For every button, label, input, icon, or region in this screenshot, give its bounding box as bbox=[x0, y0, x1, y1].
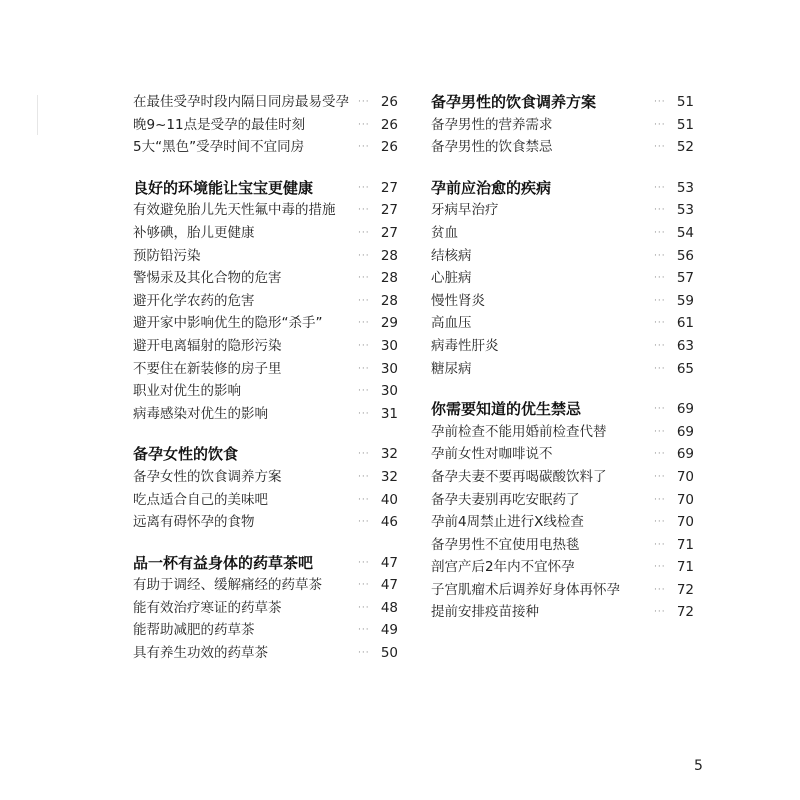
leader-dots: ··· bbox=[654, 426, 666, 437]
entry-title: 备孕夫妻不要再喝碳酸饮料了 bbox=[431, 468, 607, 485]
leader-dots: ··· bbox=[654, 517, 666, 528]
entry-title: 警惕汞及其化合物的危害 bbox=[133, 270, 282, 287]
page-ref: 47 bbox=[380, 577, 398, 594]
page-ref: 51 bbox=[676, 94, 694, 110]
leader-dots: ··· bbox=[358, 602, 370, 613]
leader-dots: ··· bbox=[654, 562, 666, 573]
entry-title: 有效避免胎儿先天性氟中毒的措施 bbox=[133, 202, 336, 219]
page-ref: 27 bbox=[380, 224, 398, 241]
leader-dots: ··· bbox=[358, 517, 370, 528]
entry-title: 能帮助减肥的药草茶 bbox=[133, 622, 255, 639]
page-ref: 70 bbox=[676, 514, 694, 531]
page-ref: 30 bbox=[380, 337, 398, 354]
leader-dots: ··· bbox=[358, 250, 370, 261]
toc-entry[interactable] bbox=[431, 358, 694, 381]
toc-entry[interactable] bbox=[431, 443, 694, 466]
toc-entry[interactable] bbox=[133, 574, 398, 597]
page-ref: 51 bbox=[676, 116, 694, 133]
section-title: 备孕女性的饮食 bbox=[133, 445, 239, 464]
leader-dots: ··· bbox=[654, 273, 666, 284]
leader-dots: ··· bbox=[358, 142, 370, 153]
leader-dots: ··· bbox=[358, 449, 370, 460]
entry-title: 能有效治疗寒证的药草茶 bbox=[133, 599, 282, 616]
page-ref: 53 bbox=[676, 202, 694, 219]
entry-title: 职业对优生的影响 bbox=[133, 383, 241, 400]
entry-title: 在最佳受孕时段内隔日同房最易受孕 bbox=[133, 94, 349, 110]
entry-title: 牙病早治疗 bbox=[431, 202, 499, 219]
leader-dots: ··· bbox=[654, 607, 666, 618]
toc-section bbox=[133, 91, 398, 159]
leader-dots: ··· bbox=[654, 404, 666, 415]
toc-entry[interactable] bbox=[133, 136, 398, 159]
entry-title: 避开电离辐射的隐形污染 bbox=[133, 337, 282, 354]
toc-entry[interactable] bbox=[431, 601, 694, 624]
page-ref: 32 bbox=[380, 468, 398, 485]
entry-title: 孕前女性对咖啡说不 bbox=[431, 446, 553, 463]
leader-dots: ··· bbox=[654, 182, 666, 193]
leader-dots: ··· bbox=[358, 408, 370, 419]
page-ref: 69 bbox=[676, 423, 694, 440]
page-ref: 32 bbox=[380, 446, 398, 463]
page-ref: 71 bbox=[676, 559, 694, 576]
entry-title: 病毒性肝炎 bbox=[431, 337, 499, 354]
page-ref: 26 bbox=[380, 94, 398, 110]
toc-entry[interactable] bbox=[431, 267, 694, 290]
toc-section-heading[interactable] bbox=[133, 552, 398, 575]
section-title: 备孕男性的饮食调养方案 bbox=[431, 93, 597, 111]
toc-section bbox=[431, 398, 694, 624]
page-ref: 69 bbox=[676, 446, 694, 463]
entry-title: 贫血 bbox=[431, 224, 458, 241]
toc-entry[interactable] bbox=[431, 199, 694, 222]
page-ref: 54 bbox=[676, 224, 694, 241]
entry-title: 糖尿病 bbox=[431, 360, 472, 377]
leader-dots: ··· bbox=[358, 494, 370, 505]
toc-column-left bbox=[133, 91, 398, 665]
toc-entry[interactable] bbox=[431, 421, 694, 444]
entry-title: 备孕夫妻别再吃安眠药了 bbox=[431, 491, 580, 508]
leader-dots: ··· bbox=[358, 363, 370, 374]
entry-title: 备孕男性的饮食禁忌 bbox=[431, 139, 553, 156]
entry-title: 补够碘，胎儿更健康 bbox=[133, 224, 255, 241]
leader-dots: ··· bbox=[654, 363, 666, 374]
leader-dots: ··· bbox=[358, 648, 370, 659]
toc-entry[interactable] bbox=[431, 136, 694, 159]
toc-entry[interactable] bbox=[133, 290, 398, 313]
toc-section-heading[interactable] bbox=[133, 177, 398, 200]
toc-entry[interactable] bbox=[133, 114, 398, 137]
page-ref: 50 bbox=[380, 645, 398, 662]
page-ref: 28 bbox=[380, 270, 398, 287]
page-ref: 26 bbox=[380, 139, 398, 156]
toc-entry[interactable] bbox=[431, 222, 694, 245]
leader-dots: ··· bbox=[358, 580, 370, 591]
leader-dots: ··· bbox=[358, 182, 370, 193]
leader-dots: ··· bbox=[358, 625, 370, 636]
entry-title: 子宫肌瘤术后调养好身体再怀孕 bbox=[431, 581, 620, 598]
leader-dots: ··· bbox=[358, 205, 370, 216]
margin-mark bbox=[37, 95, 38, 135]
toc-entry[interactable] bbox=[431, 579, 694, 602]
page-ref: 63 bbox=[676, 337, 694, 354]
toc-entry[interactable] bbox=[431, 312, 694, 335]
toc-entry[interactable] bbox=[133, 335, 398, 358]
toc-entry[interactable] bbox=[431, 489, 694, 512]
toc-entry[interactable] bbox=[431, 466, 694, 489]
page-ref: 53 bbox=[676, 179, 694, 196]
leader-dots: ··· bbox=[654, 449, 666, 460]
page-ref: 57 bbox=[676, 270, 694, 287]
page-ref: 71 bbox=[676, 536, 694, 553]
toc-entry[interactable] bbox=[133, 642, 398, 665]
entry-title: 剖宫产后2年内不宜怀孕 bbox=[431, 559, 575, 576]
page-ref: 69 bbox=[676, 401, 694, 418]
leader-dots: ··· bbox=[654, 494, 666, 505]
page-ref: 27 bbox=[380, 202, 398, 219]
entry-title: 预防铅污染 bbox=[133, 247, 201, 264]
toc-entry[interactable] bbox=[133, 199, 398, 222]
page-ref: 59 bbox=[676, 292, 694, 309]
page-ref: 61 bbox=[676, 315, 694, 332]
toc-entry[interactable] bbox=[133, 222, 398, 245]
leader-dots: ··· bbox=[358, 471, 370, 482]
page-number: 5 bbox=[694, 758, 703, 774]
leader-dots: ··· bbox=[358, 119, 370, 130]
toc-entry[interactable] bbox=[133, 403, 398, 426]
entry-title: 病毒感染对优生的影响 bbox=[133, 405, 268, 422]
toc-entry[interactable] bbox=[431, 511, 694, 534]
entry-title: 慢性肾炎 bbox=[431, 292, 485, 309]
toc-section bbox=[431, 177, 694, 380]
toc-entry[interactable] bbox=[133, 245, 398, 268]
toc-entry[interactable] bbox=[431, 114, 694, 137]
entry-title: 避开化学农药的危害 bbox=[133, 292, 255, 309]
leader-dots: ··· bbox=[654, 539, 666, 550]
toc-entry[interactable] bbox=[431, 534, 694, 557]
entry-title: 备孕女性的饮食调养方案 bbox=[133, 468, 282, 485]
page-ref: 70 bbox=[676, 491, 694, 508]
leader-dots: ··· bbox=[654, 142, 666, 153]
toc-entry[interactable] bbox=[133, 619, 398, 642]
entry-title: 不要住在新装修的房子里 bbox=[133, 360, 282, 377]
page-ref: 65 bbox=[676, 360, 694, 377]
toc-section-heading[interactable] bbox=[431, 177, 694, 200]
leader-dots: ··· bbox=[358, 97, 370, 107]
section-title: 孕前应治愈的疾病 bbox=[431, 178, 552, 197]
leader-dots: ··· bbox=[358, 386, 370, 397]
page-ref: 52 bbox=[676, 139, 694, 156]
entry-title: 远离有碍怀孕的食物 bbox=[133, 514, 255, 531]
page-ref: 46 bbox=[380, 514, 398, 531]
page-ref: 30 bbox=[380, 383, 398, 400]
toc-entry[interactable] bbox=[133, 380, 398, 403]
page-ref: 26 bbox=[380, 116, 398, 133]
section-title: 品一杯有益身体的药草茶吧 bbox=[133, 553, 314, 572]
page-ref: 72 bbox=[676, 604, 694, 621]
page-ref: 28 bbox=[380, 247, 398, 264]
leader-dots: ··· bbox=[654, 471, 666, 482]
leader-dots: ··· bbox=[654, 340, 666, 351]
leader-dots: ··· bbox=[654, 250, 666, 261]
entry-title: 结核病 bbox=[431, 247, 472, 264]
toc-entry[interactable] bbox=[133, 312, 398, 335]
toc-entry[interactable] bbox=[133, 511, 398, 534]
entry-title: 孕前4周禁止进行X线检查 bbox=[431, 514, 584, 531]
entry-title: 吃点适合自己的美味吧 bbox=[133, 491, 268, 508]
entry-title: 高血压 bbox=[431, 315, 472, 332]
page-ref: 29 bbox=[380, 315, 398, 332]
page-ref: 70 bbox=[676, 468, 694, 485]
section-title: 你需要知道的优生禁忌 bbox=[431, 400, 582, 419]
entry-title: 备孕男性不宜使用电热毯 bbox=[431, 536, 580, 553]
toc-column-right bbox=[431, 91, 694, 624]
leader-dots: ··· bbox=[358, 340, 370, 351]
toc-entry[interactable] bbox=[133, 267, 398, 290]
leader-dots: ··· bbox=[654, 119, 666, 130]
toc-entry[interactable] bbox=[431, 335, 694, 358]
leader-dots: ··· bbox=[358, 318, 370, 329]
toc-entry[interactable] bbox=[133, 597, 398, 620]
toc-entry[interactable] bbox=[133, 358, 398, 381]
entry-title: 孕前检查不能用婚前检查代替 bbox=[431, 423, 607, 440]
page-ref: 27 bbox=[380, 179, 398, 196]
toc-entry[interactable] bbox=[431, 556, 694, 579]
leader-dots: ··· bbox=[358, 227, 370, 238]
leader-dots: ··· bbox=[358, 557, 370, 568]
toc-section bbox=[133, 443, 398, 533]
page-ref: 47 bbox=[380, 554, 398, 571]
page-ref: 72 bbox=[676, 581, 694, 598]
leader-dots: ··· bbox=[654, 205, 666, 216]
entry-title: 具有养生功效的药草茶 bbox=[133, 645, 268, 662]
leader-dots: ··· bbox=[358, 273, 370, 284]
entry-title: 避开家中影响优生的隐形“杀手” bbox=[133, 315, 323, 332]
section-title: 良好的环境能让宝宝更健康 bbox=[133, 178, 314, 197]
page-ref: 28 bbox=[380, 292, 398, 309]
entry-title: 晚9~11点是受孕的最佳时刻 bbox=[133, 116, 306, 133]
page-ref: 40 bbox=[380, 491, 398, 508]
toc-entry[interactable] bbox=[133, 466, 398, 489]
page-ref: 56 bbox=[676, 247, 694, 264]
toc-section-heading[interactable] bbox=[431, 398, 694, 421]
leader-dots: ··· bbox=[358, 295, 370, 306]
entry-title: 5大“黑色”受孕时间不宜同房 bbox=[133, 139, 305, 156]
entry-title: 有助于调经、缓解痛经的药草茶 bbox=[133, 577, 322, 594]
toc-section-heading[interactable] bbox=[133, 443, 398, 466]
leader-dots: ··· bbox=[654, 584, 666, 595]
entry-title: 备孕男性的营养需求 bbox=[431, 116, 553, 133]
toc-section-heading[interactable] bbox=[431, 91, 694, 114]
leader-dots: ··· bbox=[654, 97, 666, 107]
entry-title: 提前安排疫苗接种 bbox=[431, 604, 539, 621]
page-ref: 49 bbox=[380, 622, 398, 639]
leader-dots: ··· bbox=[654, 318, 666, 329]
leader-dots: ··· bbox=[654, 227, 666, 238]
page-ref: 31 bbox=[380, 405, 398, 422]
toc-entry[interactable] bbox=[133, 489, 398, 512]
page-ref: 48 bbox=[380, 599, 398, 616]
toc-entry[interactable] bbox=[431, 245, 694, 268]
page-ref: 30 bbox=[380, 360, 398, 377]
toc-entry[interactable] bbox=[431, 290, 694, 313]
entry-title: 心脏病 bbox=[431, 270, 472, 287]
leader-dots: ··· bbox=[654, 295, 666, 306]
toc-entry[interactable] bbox=[133, 91, 398, 114]
toc-section bbox=[133, 177, 398, 426]
toc-section bbox=[431, 91, 694, 159]
toc-section bbox=[133, 552, 398, 665]
